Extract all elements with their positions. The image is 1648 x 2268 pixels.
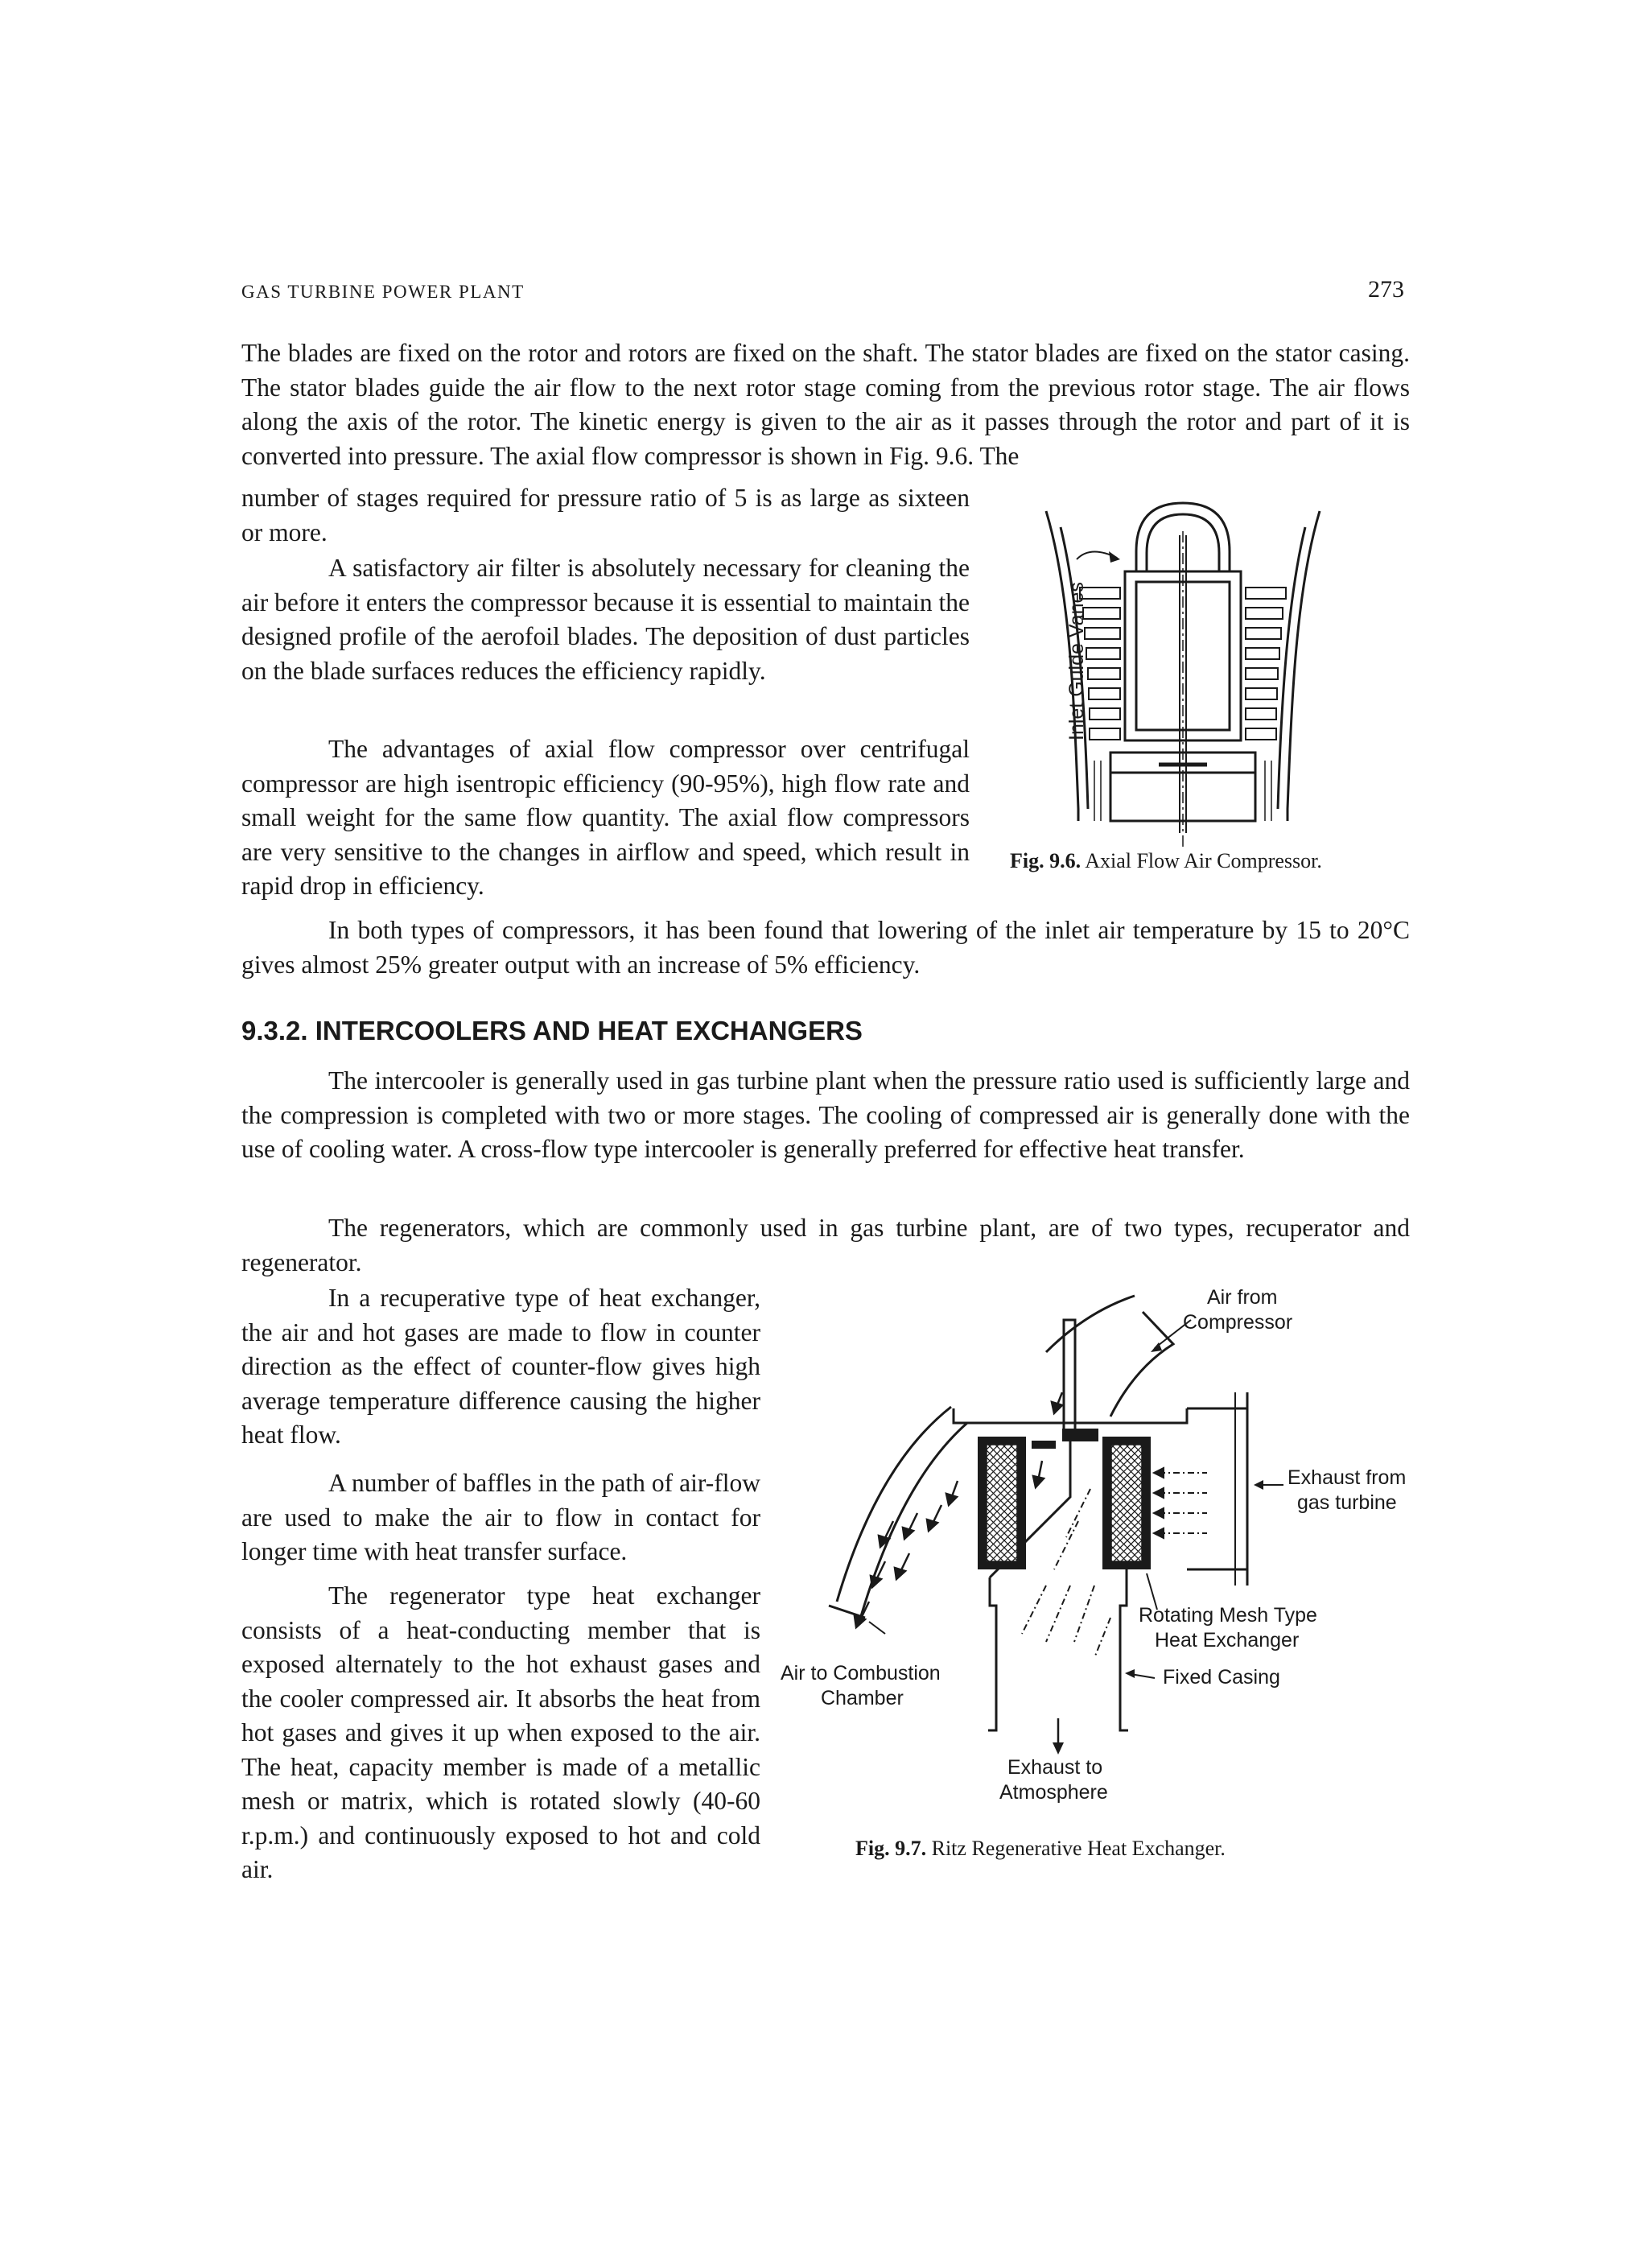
- label-atmosphere: Atmosphere: [999, 1781, 1108, 1804]
- label-inlet-guide-vanes: Inlet Guide Vanes: [1065, 582, 1088, 740]
- paragraph-baffles: A number of baffles in the path of air-flow are used to make the air to flow in contact for longer time with heat transfer surface.: [241, 1469, 760, 1565]
- paragraph-intercooler: The intercooler is generally used in gas turbine plant when the pressure ratio used is sufficiently large and the compression is completed with two or more stages. The cooling of compressed air is generally done with the use of cooling water. A cross-flow type intercooler is generally preferred for effective heat transfer.: [241, 1066, 1410, 1163]
- label-heat-exchanger: Heat Exchanger: [1155, 1629, 1300, 1652]
- paragraph-regenerators: The regenerators, which are commonly used in gas turbine plant, are of two types, recuperator and regenerator.: [241, 1214, 1410, 1276]
- section-heading: 9.3.2. INTERCOOLERS AND HEAT EXCHANGERS: [241, 1016, 863, 1045]
- caption-fig-9-6-label: Fig. 9.6.: [1010, 849, 1082, 872]
- caption-fig-9-7-label: Fig. 9.7.: [855, 1837, 927, 1860]
- figure-axial-compressor: [1014, 495, 1352, 849]
- page-number: 273: [1368, 276, 1404, 303]
- caption-fig-9-7: [855, 1837, 1226, 1861]
- label-fixed-casing: Fixed Casing: [1163, 1666, 1280, 1689]
- running-header: GAS TURBINE POWER PLANT: [241, 282, 525, 302]
- caption-fig-9-6: [1010, 849, 1322, 873]
- paragraph-stages: number of stages required for pressure ratio of 5 is as large as sixteen or more.: [241, 484, 970, 546]
- label-chamber: Chamber: [821, 1687, 904, 1709]
- label-exhaust-from: Exhaust from: [1288, 1466, 1407, 1489]
- paragraph-inlet-temperature: In both types of compressors, it has been found that lowering of the inlet air temperature by 15 to 20°C gives almost 25% greater output with an increase of 5% efficiency.: [241, 916, 1410, 979]
- paragraph-rotor-blades: The blades are fixed on the rotor and rotors are fixed on the shaft. The stator blades are fixed on the stator casing. The stator blades guide the air flow to the next rotor stage coming from the previous rotor stage. The air flows along the axis of the rotor. The kinetic energy is given to the air as it passes through the rotor and part of it is converted into pressure. The axial flow compressor is shown in Fig. 9.6. The: [241, 339, 1410, 470]
- label-air-to-combustion: Air to Combustion: [781, 1662, 941, 1685]
- label-exhaust-to: Exhaust to: [1007, 1756, 1103, 1779]
- label-compressor: Compressor: [1183, 1311, 1293, 1334]
- paragraph-axial-advantages: The advantages of axial flow compressor over centrifugal compressor are high isentropic efficiency (90-95%), high flow rate and small weight for the same flow quantity. The axial flow compressors are very sensitive to the changes in airflow and speed, which result in rapid drop in efficiency.: [241, 735, 970, 900]
- figure-ritz-heat-exchanger: [772, 1280, 1432, 1811]
- caption-fig-9-7-text: Ritz Regenerative Heat Exchanger.: [931, 1837, 1226, 1860]
- label-gas-turbine: gas turbine: [1297, 1491, 1397, 1514]
- label-air-from: Air from: [1207, 1286, 1278, 1309]
- caption-fig-9-6-text: Axial Flow Air Compressor.: [1085, 849, 1322, 872]
- paragraph-air-filter: A satisfactory air filter is absolutely necessary for cleaning the air before it enters the compressor because it is essential to maintain the designed profile of the aerofoil blades. The deposition of dust particles on the blade surfaces reduces the efficiency rapidly.: [241, 554, 970, 685]
- paragraph-recuperative: In a recuperative type of heat exchanger, the air and hot gases are made to flow in counter direction as the effect of counter-flow gives high average temperature difference causing the higher heat flow.: [241, 1284, 760, 1449]
- paragraph-regenerator-type: The regenerator type heat exchanger consists of a heat-conducting member that is exposed alternately to the hot exhaust gases and the cooler compressed air. It absorbs the heat from hot gases and gives it up when exposed to the air. The heat, capacity member is made of a metallic mesh or matrix, which is rotated slowly (40-60 r.p.m.) and continuously exposed to hot and cold air.: [241, 1581, 760, 1883]
- label-rotating-mesh: Rotating Mesh Type: [1139, 1604, 1317, 1627]
